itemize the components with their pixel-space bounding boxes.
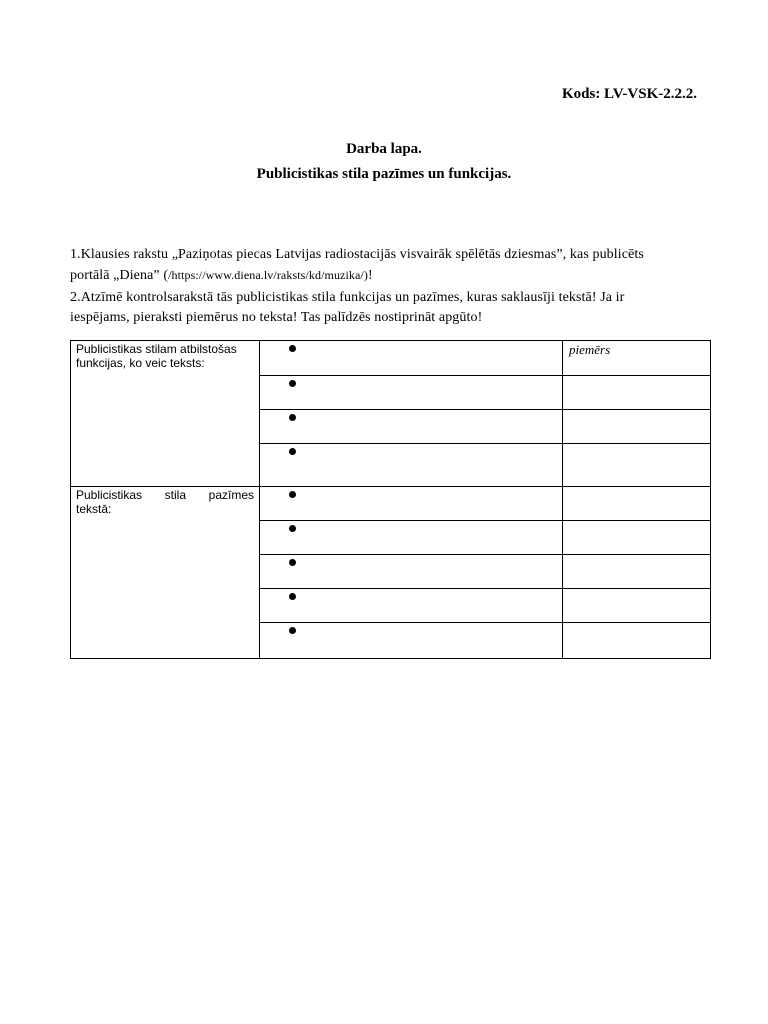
bullet-icon bbox=[289, 414, 296, 421]
task-2-line-2: iespējams, pieraksti piemērus no teksta! Tas palīdzēs nostiprināt apgūto! bbox=[70, 310, 483, 325]
bullet-icon bbox=[289, 448, 296, 455]
feature-entry-cell-5[interactable] bbox=[260, 623, 563, 659]
article-url-link[interactable]: /https://www.diena.lv/raksts/kd/muzika/) bbox=[168, 268, 368, 282]
worksheet-subtitle: Publicistikas stila pazīmes un funkcijas. bbox=[256, 166, 512, 182]
bullet-icon bbox=[289, 380, 296, 387]
example-cell[interactable] bbox=[563, 623, 711, 659]
task-1-line-1: 1.Klausies rakstu „Paziņotas piecas Latvijas radiostacijās visvairāk spēlētās dziesmas”, kas publicēts bbox=[70, 247, 644, 262]
function-entry-cell-3[interactable] bbox=[260, 410, 563, 444]
example-header: piemērs bbox=[569, 342, 611, 357]
example-cell[interactable] bbox=[563, 589, 711, 623]
checklist-table bbox=[70, 340, 711, 659]
functions-label-cell: Publicistikas stilam atbilstošas funkcijas, ko veic teksts: bbox=[71, 341, 260, 487]
example-cell[interactable] bbox=[563, 376, 711, 410]
task-2-line-1: 2.Atzīmē kontrolsarakstā tās publicistikas stila funkcijas un pazīmes, kuras saklausīji tekstā! Ja ir bbox=[70, 290, 625, 305]
example-cell[interactable] bbox=[563, 410, 711, 444]
feature-entry-cell-3[interactable] bbox=[260, 555, 563, 589]
document-code: Kods: LV-VSK-2.2.2. bbox=[561, 86, 697, 102]
example-cell[interactable] bbox=[563, 521, 711, 555]
task-1-instruction bbox=[70, 245, 710, 286]
example-header-cell[interactable] bbox=[563, 341, 711, 376]
bullet-icon bbox=[289, 525, 296, 532]
task-1-portal-text: portālā „Diena” ( bbox=[70, 268, 169, 283]
bullet-icon bbox=[289, 627, 296, 634]
bullet-icon bbox=[289, 491, 296, 498]
bullet-icon bbox=[289, 559, 296, 566]
feature-entry-cell-2[interactable] bbox=[260, 521, 563, 555]
function-entry-cell-1[interactable] bbox=[260, 341, 563, 376]
example-cell[interactable] bbox=[563, 555, 711, 589]
worksheet-title: Darba lapa. bbox=[346, 141, 422, 157]
example-cell[interactable] bbox=[563, 487, 711, 521]
task-1-line-end: ! bbox=[367, 268, 373, 283]
function-entry-cell-2[interactable] bbox=[260, 376, 563, 410]
table-row bbox=[71, 341, 711, 376]
feature-entry-cell-1[interactable] bbox=[260, 487, 563, 521]
task-1-line-2 bbox=[70, 265, 710, 286]
feature-entry-cell-4[interactable] bbox=[260, 589, 563, 623]
function-entry-cell-4[interactable] bbox=[260, 444, 563, 487]
bullet-icon bbox=[289, 345, 296, 352]
task-2-instruction bbox=[70, 288, 710, 328]
table-row bbox=[71, 487, 711, 521]
features-label-cell: Publicistikas stila pazīmes tekstā: bbox=[71, 487, 260, 659]
example-cell[interactable] bbox=[563, 444, 711, 487]
bullet-icon bbox=[289, 593, 296, 600]
